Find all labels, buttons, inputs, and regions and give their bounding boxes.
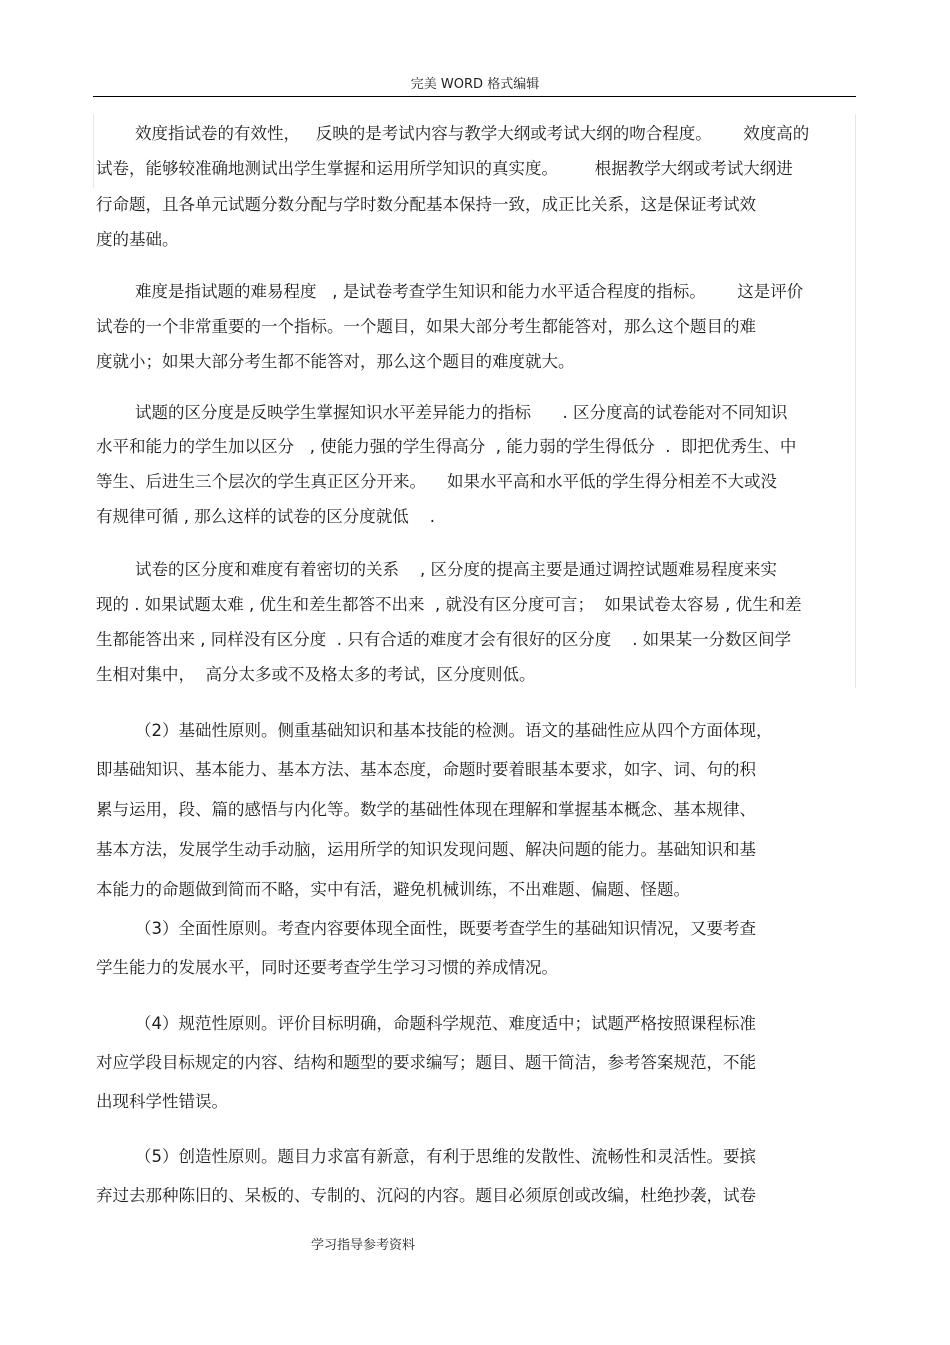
- text-line: 即基础知识、基本能力、基本方法、基本态度，命题时要着眼基本要求，如字、词、句的积: [96, 760, 756, 779]
- text-line: 度就小；如果大部分考生都不能答对，那么这个题目的难度就大。: [96, 352, 575, 371]
- text-line: 试卷，能够较准确地测试出学生掌握和运用所学知识的真实度。 根据教学大纲或考试大纲进: [96, 159, 793, 178]
- text-line: 基本方法，发展学生动手动脑，运用所学的知识发现问题、解决问题的能力。基础知识和基: [96, 840, 756, 859]
- text-line: 等生、后进生三个层次的学生真正区分开来。 如果水平高和水平低的学生得分相差不大或没: [96, 472, 777, 491]
- text-line: （3）全面性原则。考查内容要体现全面性，既要考查学生的基础知识情况，又要考查: [135, 919, 756, 938]
- text-line: 有规律可循 , 那么这样的试卷的区分度就低 .: [96, 507, 435, 526]
- page-footer: 学习指导参考资料: [311, 1238, 416, 1253]
- left-margin-rule: [93, 114, 94, 188]
- text-line: 本能力的命题做到简而不略，实中有活，避免机械训练，不出难题、偏题、怪题。: [96, 880, 690, 899]
- text-line: 现的 . 如果试题太难 , 优生和差生都答不出来 , 就没有区分度可言； 如果试卷太容易 , 优生和差: [96, 595, 802, 614]
- text-line: 试卷的一个非常重要的一个指标。一个题目，如果大部分考生都能答对，那么这个题目的难: [96, 317, 756, 336]
- text-line: 度的基础。: [96, 230, 179, 249]
- text-line: 对应学段目标规定的内容、结构和题型的要求编写；题目、题干简洁，参考答案规范，不能: [96, 1053, 756, 1072]
- text-line: 生都能答出来 , 同样没有区分度 . 只有合适的难度才会有很好的区分度 . 如果某一分数区间学: [96, 630, 792, 649]
- text-line: 出现科学性错误。: [96, 1092, 228, 1111]
- text-line: 难度是指试题的难易程度 , 是试卷考查学生知识和能力水平适合程度的指标。 这是评价: [135, 282, 804, 301]
- header-divider: [93, 96, 856, 97]
- text-line: 行命题，且各单元试题分数分配与学时数分配基本保持一致，成正比关系，这是保证考试效: [96, 195, 756, 214]
- text-line: 累与运用，段、篇的感悟与内化等。数学的基础性体现在理解和掌握基本概念、基本规律、: [96, 800, 756, 819]
- text-line: （5）创造性原则。题目力求富有新意，有利于思维的发散性、流畅性和灵活性。要摈: [135, 1147, 756, 1166]
- text-line: 效度指试卷的有效性， 反映的是考试内容与教学大纲或考试大纲的吻合程度。 效度高的: [135, 124, 810, 143]
- text-line: （4）规范性原则。评价目标明确，命题科学规范、难度适中；试题严格按照课程标准: [135, 1014, 756, 1033]
- text-line: 试题的区分度是反映学生掌握知识水平差异能力的指标 . 区分度高的试卷能对不同知识: [135, 403, 788, 422]
- text-line: 学生能力的发展水平，同时还要考查学生学习习惯的养成情况。: [96, 958, 558, 977]
- right-margin-rule: [855, 114, 856, 688]
- page-header: 完美 WORD 格式编辑: [410, 77, 540, 92]
- text-line: 弃过去那种陈旧的、呆板的、专制的、沉闷的内容。题目必须原创或改编，杜绝抄袭，试卷: [96, 1186, 756, 1205]
- text-line: （2）基础性原则。侧重基础知识和基本技能的检测。语文的基础性应从四个方面体现，: [135, 721, 773, 740]
- text-line: 试卷的区分度和难度有着密切的关系 , 区分度的提高主要是通过调控试题难易程度来实: [135, 560, 777, 579]
- text-line: 生相对集中， 高分太多或不及格太多的考试，区分度则低。: [96, 665, 536, 684]
- text-line: 水平和能力的学生加以区分 , 使能力强的学生得高分 , 能力弱的学生得低分 . 即把优秀生、中: [96, 437, 797, 456]
